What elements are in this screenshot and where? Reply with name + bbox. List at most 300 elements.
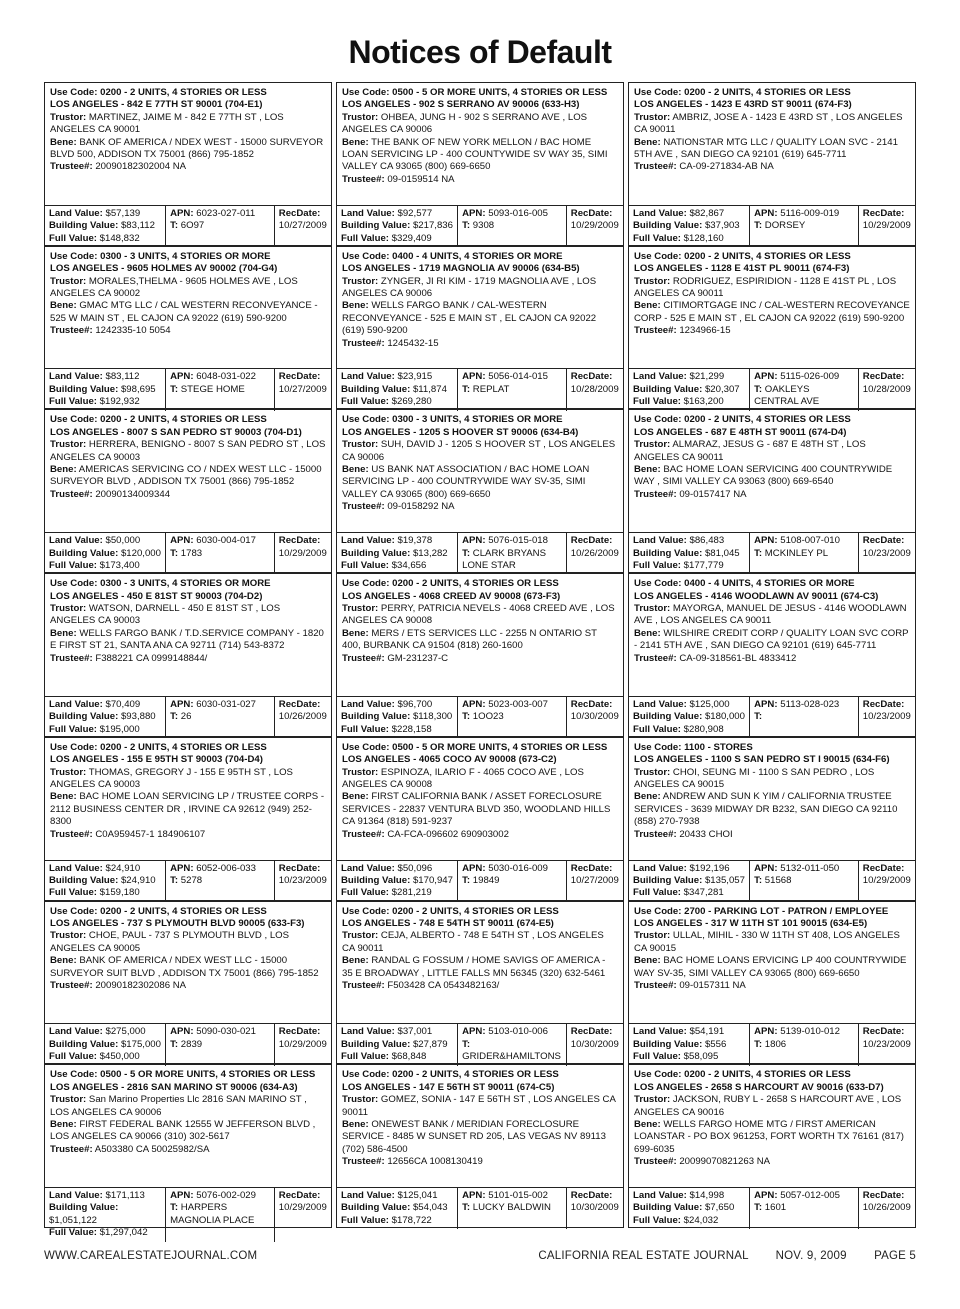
recdate-value: 10/23/2009 [862, 711, 911, 723]
land-value: $125,041 [397, 1189, 438, 1201]
apn-label: APN: [462, 535, 486, 547]
bene-value: CITIMORTGAGE INC / CAL-WESTERN RECOVEYANCE CORP - 525 E MAIN ST , EL CAJON CA 92022 (619) 590-9200 [634, 300, 910, 324]
trustee-line [50, 161, 326, 173]
bene-line [342, 791, 618, 828]
notice-details [45, 83, 331, 205]
trustor-line [634, 767, 910, 792]
use-code: Use Code: 0300 - 3 UNITS, 4 STORIES OR MORE [50, 250, 271, 262]
values-row [629, 860, 915, 900]
full-label: Full Value: [633, 396, 681, 408]
building-label: Building Value: [633, 547, 703, 559]
recdate-label: RecDate: [570, 698, 613, 710]
recdate-value: 10/29/2009 [862, 220, 911, 232]
trustee-label: Trustee#: [50, 488, 93, 500]
property-address: LOS ANGELES - 2816 SAN MARINO ST 90006 (634-A3) [50, 1081, 298, 1093]
tract-value: LUCKY BALDWIN [472, 1202, 551, 1214]
notice-card [44, 573, 332, 737]
values-row [337, 205, 623, 245]
building-label: Building Value: [341, 220, 411, 232]
tract-value: HARPERS MAGNOLIA PLACE [170, 1202, 255, 1226]
land-value: $92,577 [397, 207, 433, 219]
trustor-value: CHOE, PAUL - 737 S PLYMOUTH BLVD , LOS ANGELES CA 90005 [50, 930, 290, 954]
trustor-line [50, 603, 326, 628]
building-label: Building Value: [49, 711, 119, 723]
apn-value: 5139-010-012 [780, 1026, 840, 1038]
footer-website-link[interactable]: WWW.CAREALESTATEJOURNAL.COM [44, 1250, 258, 1262]
recdate-block [274, 1024, 331, 1065]
apn-label: APN: [462, 371, 486, 383]
trustee-line [50, 325, 326, 337]
trustee-label: Trustee#: [342, 828, 385, 840]
value-block [629, 533, 749, 574]
trustor-value: SUH, DAVID J - 1205 S HOOVER ST , LOS ANGELES CA 90006 [342, 439, 616, 463]
trustee-line [50, 829, 326, 841]
property-address: LOS ANGELES - 687 E 48TH ST 90011 (674-D4) [634, 426, 847, 438]
building-label: Building Value: [341, 711, 411, 723]
trustor-line [342, 767, 618, 792]
bene-line [50, 628, 326, 653]
property-address: LOS ANGELES - 842 E 77TH ST 90001 (704-E1) [50, 99, 263, 111]
building-value: $175,000 [120, 1038, 161, 1050]
trustor-line [342, 930, 618, 955]
building-value: $54,043 [412, 1202, 448, 1214]
full-value: $58,095 [683, 1051, 719, 1063]
notice-details [45, 1065, 331, 1187]
apn-block [749, 369, 858, 410]
bene-line [634, 464, 910, 489]
bene-label: Bene: [342, 955, 369, 967]
trustor-value: San Marino Properties Llc 2816 SAN MARINO ST , LOS ANGELES CA 90006 [50, 1094, 307, 1118]
trustee-value: 09-0157417 NA [679, 488, 747, 500]
tract-value: STEGE HOME [180, 383, 245, 395]
notice-details [337, 902, 623, 1024]
trustee-label: Trustee#: [50, 1143, 93, 1155]
tract-label: T: [462, 711, 471, 723]
trustee-label: Trustee#: [50, 828, 93, 840]
trustee-label: Trustee#: [50, 325, 93, 337]
recdate-value: 10/27/2009 [278, 383, 327, 395]
building-value: $1,051,122 [49, 1214, 98, 1226]
notice-card [336, 246, 624, 410]
recdate-value: 10/23/2009 [278, 874, 327, 886]
bene-label: Bene: [342, 136, 369, 148]
apn-block [749, 533, 858, 574]
trustee-label: Trustee#: [634, 980, 677, 991]
apn-value: 5116-009-019 [780, 207, 840, 219]
trustor-value: ZYNGER, JI RI KIM - 1719 MAGNOLIA AVE , LOS ANGELES CA 90006 [342, 275, 597, 299]
building-value: $118,300 [412, 711, 453, 723]
property-address: LOS ANGELES - 450 E 81ST ST 90003 (704-D2) [50, 590, 263, 602]
recdate-block [858, 1188, 915, 1229]
land-label: Land Value: [341, 1026, 395, 1038]
trustor-label: Trustor: [342, 766, 379, 778]
recdate-label: RecDate: [278, 698, 321, 710]
values-row [629, 1187, 915, 1227]
bene-line [50, 791, 326, 828]
trustor-line [634, 276, 910, 301]
tract-value: GRIDER&HAMILTONS [462, 1051, 561, 1063]
values-row [45, 532, 331, 572]
land-value: $37,001 [397, 1026, 433, 1038]
bene-value: FIRST CALIFORNIA BANK / ASSET FORECLOSURE SERVICES - 22837 VENTURA BLVD 350, WOODLAND HILLS CA 91364 (818) 591-9237 [342, 791, 611, 828]
trustor-label: Trustor: [634, 1094, 671, 1106]
recdate-label: RecDate: [570, 1026, 613, 1038]
tract-label: T: [170, 1038, 179, 1050]
apn-label: APN: [170, 1026, 194, 1038]
land-label: Land Value: [633, 207, 687, 219]
value-block [45, 861, 165, 902]
values-row [45, 205, 331, 245]
trustee-value: C0A959457-1 184906107 [95, 828, 206, 840]
recdate-block [566, 697, 623, 738]
property-address: LOS ANGELES - 737 S PLYMOUTH BLVD 90005 (633-F3) [50, 917, 305, 929]
building-label: Building Value: [341, 1202, 411, 1214]
use-code: Use Code: 0500 - 5 OR MORE UNITS, 4 STORIES OR LESS [342, 741, 608, 753]
bene-label: Bene: [634, 464, 661, 476]
trustee-line [342, 829, 618, 841]
building-value: $83,112 [120, 220, 155, 232]
values-row [45, 1023, 331, 1063]
tract-label: T: [754, 220, 763, 232]
land-value: $54,191 [689, 1026, 725, 1038]
trustee-label: Trustee#: [50, 161, 93, 173]
bene-line [634, 137, 910, 162]
building-label: Building Value: [341, 547, 411, 559]
apn-block [165, 369, 274, 410]
value-block [45, 533, 165, 574]
recdate-value: 10/26/2009 [278, 711, 327, 723]
tract-label: T: [462, 1202, 471, 1214]
values-row [45, 860, 331, 900]
land-value: $70,409 [105, 698, 141, 710]
building-value: $20,307 [704, 383, 740, 395]
trustor-line [634, 439, 910, 464]
bene-value: ANDREW AND SUN K YIM / CALIFORNIA TRUSTEE SERVICES - 3639 MIDWAY DR B232, SAN DIEGO CA 92110 (858) 270-7938 [634, 791, 898, 828]
use-code: Use Code: 0200 - 2 UNITS, 4 STORIES OR LESS [342, 905, 559, 917]
full-label: Full Value: [633, 559, 681, 571]
trustor-line [50, 439, 326, 464]
trustee-line [634, 653, 910, 665]
trustor-value: CHOI, SEUNG MI - 1100 S SAN PEDRO , LOS ANGELES CA 90015 [634, 766, 875, 791]
bene-label: Bene: [634, 955, 661, 967]
tract-label: T: [754, 711, 763, 723]
trustee-line [634, 980, 910, 992]
notice-details [45, 410, 331, 532]
trustor-label: Trustor: [50, 766, 87, 778]
apn-block [457, 697, 566, 738]
trustor-label: Trustor: [634, 602, 671, 614]
bene-value: WILSHIRE CREDIT CORP / QUALITY LOAN SVC CORP - 2141 5TH AVE , SAN DIEGO CA 92101 (619) 645-7711 [634, 627, 909, 652]
tract-label: T: [170, 383, 179, 395]
land-value: $83,112 [105, 371, 140, 383]
notice-details [629, 410, 915, 532]
trustee-label: Trustee#: [342, 652, 385, 664]
land-value: $275,000 [105, 1026, 146, 1038]
recdate-block [858, 206, 915, 247]
value-block [45, 1188, 165, 1242]
trustor-label: Trustor: [50, 1094, 87, 1106]
land-label: Land Value: [633, 862, 687, 874]
recdate-block [274, 533, 331, 574]
notice-details [629, 247, 915, 369]
recdate-label: RecDate: [278, 535, 321, 547]
recdate-label: RecDate: [278, 862, 321, 874]
trustee-line [342, 338, 618, 350]
tract-value: 2839 [180, 1038, 203, 1050]
recdate-label: RecDate: [862, 1189, 905, 1201]
apn-block [457, 206, 566, 247]
notice-card [628, 409, 916, 573]
recdate-value: 10/29/2009 [570, 220, 619, 232]
apn-value: 5115-026-009 [780, 371, 840, 383]
building-label: Building Value: [49, 547, 119, 559]
tract-value: MCKINLEY PL [764, 547, 829, 559]
notice-card [44, 901, 332, 1065]
recdate-value: 10/26/2009 [570, 547, 619, 559]
building-label: Building Value: [49, 220, 119, 232]
land-label: Land Value: [341, 698, 395, 710]
trustor-line [50, 112, 326, 137]
values-row [337, 696, 623, 736]
bene-value: FIRST FEDERAL BANK 12555 W JEFFERSON BLVD , LOS ANGELES CA 90066 (310) 302-5617 [50, 1118, 316, 1143]
value-block [337, 369, 457, 410]
notice-card [336, 573, 624, 737]
apn-block [749, 206, 858, 247]
tract-label: T: [170, 711, 179, 723]
bene-line [342, 464, 618, 501]
land-label: Land Value: [633, 1026, 687, 1038]
trustor-label: Trustor: [342, 930, 379, 942]
apn-label: APN: [170, 698, 194, 710]
apn-value: 5132-011-050 [780, 862, 840, 874]
trustee-value: F388221 CA 0999148844/ [95, 652, 208, 664]
building-value: $170,947 [412, 874, 453, 886]
property-address: LOS ANGELES - 1423 E 43RD ST 90011 (674-F3) [634, 99, 852, 111]
bene-label: Bene: [50, 464, 77, 476]
apn-label: APN: [170, 207, 194, 219]
trustor-value: ESPINOZA, ILARIO F - 4065 COCO AVE , LOS ANGELES CA 90008 [342, 766, 584, 791]
apn-label: APN: [462, 1189, 486, 1201]
trustor-value: OHBEA, JUNG H - 902 S SERRANO AVE , LOS ANGELES CA 90006 [342, 111, 588, 136]
full-label: Full Value: [49, 559, 97, 571]
trustor-label: Trustor: [342, 111, 379, 123]
recdate-block [274, 1188, 331, 1242]
recdate-label: RecDate: [570, 371, 613, 383]
building-value: $180,000 [704, 711, 745, 723]
land-label: Land Value: [341, 207, 395, 219]
notice-details [629, 738, 915, 860]
bene-line [342, 628, 618, 653]
building-value: $81,045 [704, 547, 740, 559]
recdate-block [858, 697, 915, 738]
land-label: Land Value: [49, 862, 103, 874]
full-label: Full Value: [633, 1051, 681, 1063]
value-block [629, 1024, 749, 1065]
trustee-label: Trustee#: [634, 488, 677, 500]
trustor-line [50, 767, 326, 792]
trustor-value: THOMAS, GREGORY J - 155 E 95TH ST , LOS ANGELES CA 90003 [50, 766, 293, 791]
full-value: $163,200 [683, 396, 724, 408]
trustee-value: 09-0157311 NA [679, 980, 746, 991]
values-row [45, 696, 331, 736]
recdate-value: 10/28/2009 [570, 383, 619, 395]
apn-value: 5093-016-005 [488, 207, 548, 219]
notice-details [337, 410, 623, 532]
land-label: Land Value: [341, 371, 395, 383]
value-block [337, 697, 457, 738]
trustor-line [342, 276, 618, 301]
bene-line [634, 955, 910, 980]
notice-details [45, 738, 331, 860]
trustee-value: CA-09-271834-AB NA [679, 161, 774, 173]
recdate-block [566, 206, 623, 247]
bene-label: Bene: [342, 627, 369, 639]
apn-label: APN: [462, 698, 486, 710]
trustor-label: Trustor: [342, 275, 379, 287]
notice-card [628, 737, 916, 901]
trustee-line [634, 1156, 910, 1168]
trustor-value: CEJA, ALBERTO - 748 E 54TH ST , LOS ANGELES CA 90011 [342, 930, 604, 954]
values-row [45, 368, 331, 408]
property-address: LOS ANGELES - 1100 S SAN PEDRO ST I 90015 (634-F6) [634, 754, 890, 766]
full-value: $177,779 [683, 559, 724, 571]
notice-card [336, 737, 624, 901]
apn-block [457, 533, 566, 574]
bene-label: Bene: [634, 300, 661, 312]
apn-block [749, 1188, 858, 1229]
tract-label: T: [754, 547, 763, 559]
full-label: Full Value: [49, 887, 97, 899]
building-label: Building Value: [633, 1202, 703, 1214]
trustor-label: Trustor: [634, 930, 671, 942]
trustor-line [634, 112, 910, 137]
trustee-value: 20090182302086 NA [95, 980, 187, 991]
recdate-block [566, 533, 623, 574]
land-value: $125,000 [689, 698, 730, 710]
trustee-label: Trustee#: [342, 980, 385, 991]
bene-line [50, 955, 326, 980]
full-value: $24,032 [683, 1214, 719, 1226]
bene-label: Bene: [634, 791, 661, 803]
full-value: $195,000 [99, 723, 140, 735]
recdate-block [858, 369, 915, 410]
values-row [629, 1023, 915, 1063]
trustee-line [50, 980, 326, 992]
apn-value: 5076-015-018 [488, 535, 548, 547]
trustor-label: Trustor: [634, 439, 671, 451]
tract-label: T: [170, 1202, 179, 1214]
trustee-label: Trustee#: [634, 161, 677, 173]
trustor-value: RODRIGUEZ, ESPIRIDION - 1128 E 41ST PL , LOS ANGELES CA 90011 [634, 275, 897, 299]
building-label: Building Value: [341, 383, 411, 395]
notice-details [337, 247, 623, 369]
trustor-label: Trustor: [50, 602, 87, 614]
recdate-label: RecDate: [862, 371, 905, 383]
bene-value: BANK OF AMERICA / NDEX WEST - 15000 SURVEYOR BLVD 500, ADDISON TX 75001 (866) 795-1852 [50, 136, 324, 161]
trustor-value: MORALES,THELMA - 9605 HOLMES AVE , LOS ANGELES CA 90002 [50, 275, 298, 299]
full-label: Full Value: [341, 1051, 389, 1063]
apn-block [165, 697, 274, 738]
recdate-label: RecDate: [278, 1026, 321, 1038]
recdate-block [566, 1188, 623, 1229]
land-value: $50,096 [397, 862, 433, 874]
use-code: Use Code: 1100 - STORES [634, 741, 753, 753]
trustor-label: Trustor: [50, 930, 87, 942]
recdate-label: RecDate: [570, 535, 613, 547]
use-code: Use Code: 0200 - 2 UNITS, 4 STORIES OR LESS [634, 414, 851, 426]
land-label: Land Value: [341, 535, 395, 547]
apn-block [165, 1024, 274, 1065]
full-label: Full Value: [49, 396, 97, 408]
recdate-block [566, 861, 623, 902]
trustee-value: F503428 CA 0543482163/ [387, 980, 500, 991]
trustee-line [342, 980, 618, 992]
full-value: $269,280 [391, 396, 432, 408]
full-label: Full Value: [341, 723, 389, 735]
full-label: Full Value: [49, 1051, 97, 1063]
value-block [45, 206, 165, 247]
recdate-value: 10/23/2009 [862, 1038, 911, 1050]
bene-value: GMAC MTG LLC / CAL WESTERN RECONVEYANCE - 525 W MAIN ST , EL CAJON CA 92022 (619) 590-9200 [50, 300, 318, 324]
notice-card [44, 737, 332, 901]
value-block [45, 697, 165, 738]
bene-line [50, 300, 326, 325]
bene-label: Bene: [342, 791, 369, 803]
land-value: $192,196 [689, 862, 730, 874]
bene-label: Bene: [342, 1118, 369, 1130]
apn-value: 6052-006-033 [196, 862, 256, 874]
tract-value: OAKLEYS CENTRAL AVE [754, 383, 820, 408]
property-address: LOS ANGELES - 1719 MAGNOLIA AV 90006 (634-B5) [342, 263, 580, 275]
apn-label: APN: [754, 698, 778, 710]
recdate-block [274, 369, 331, 410]
recdate-label: RecDate: [862, 207, 905, 219]
trustor-line [342, 439, 618, 464]
bene-label: Bene: [50, 300, 77, 312]
trustor-value: ULLAL, MIHIL - 330 W 11TH ST 408, LOS ANGELES CA 90015 [634, 930, 900, 954]
land-label: Land Value: [49, 1189, 103, 1201]
tract-value: CLARK BRYANS LONE STAR [462, 547, 547, 571]
notice-card [44, 1064, 332, 1239]
tract-value: 1601 [764, 1202, 787, 1214]
notice-card [336, 82, 624, 246]
tract-value: REPLAT [472, 383, 510, 395]
building-label: Building Value: [633, 874, 703, 886]
tract-label: T: [462, 1038, 471, 1050]
building-value: $98,695 [120, 383, 156, 395]
notice-details [629, 83, 915, 205]
bene-label: Bene: [50, 627, 77, 639]
apn-label: APN: [170, 371, 194, 383]
tract-value: 1806 [764, 1038, 787, 1050]
land-value: $171,113 [105, 1189, 145, 1201]
notice-details [45, 247, 331, 369]
bene-value: WELLS FARGO BANK / CAL-WESTERN RECONVEYANCE - 525 E MAIN ST , EL CAJON CA 92022 (619) 590-9200 [342, 300, 597, 337]
land-value: $24,910 [105, 862, 141, 874]
building-label: Building Value: [633, 1038, 703, 1050]
value-block [45, 1024, 165, 1065]
recdate-label: RecDate: [570, 862, 613, 874]
land-label: Land Value: [341, 862, 395, 874]
recdate-value: 10/23/2009 [862, 547, 911, 559]
property-address: LOS ANGELES - 748 E 54TH ST 90011 (674-E5) [342, 917, 554, 929]
apn-label: APN: [754, 1189, 778, 1201]
full-value: $178,722 [391, 1214, 432, 1226]
notice-details [337, 1065, 623, 1187]
full-value: $1,297,042 [99, 1227, 148, 1239]
trustor-label: Trustor: [50, 275, 87, 287]
land-label: Land Value: [49, 207, 103, 219]
